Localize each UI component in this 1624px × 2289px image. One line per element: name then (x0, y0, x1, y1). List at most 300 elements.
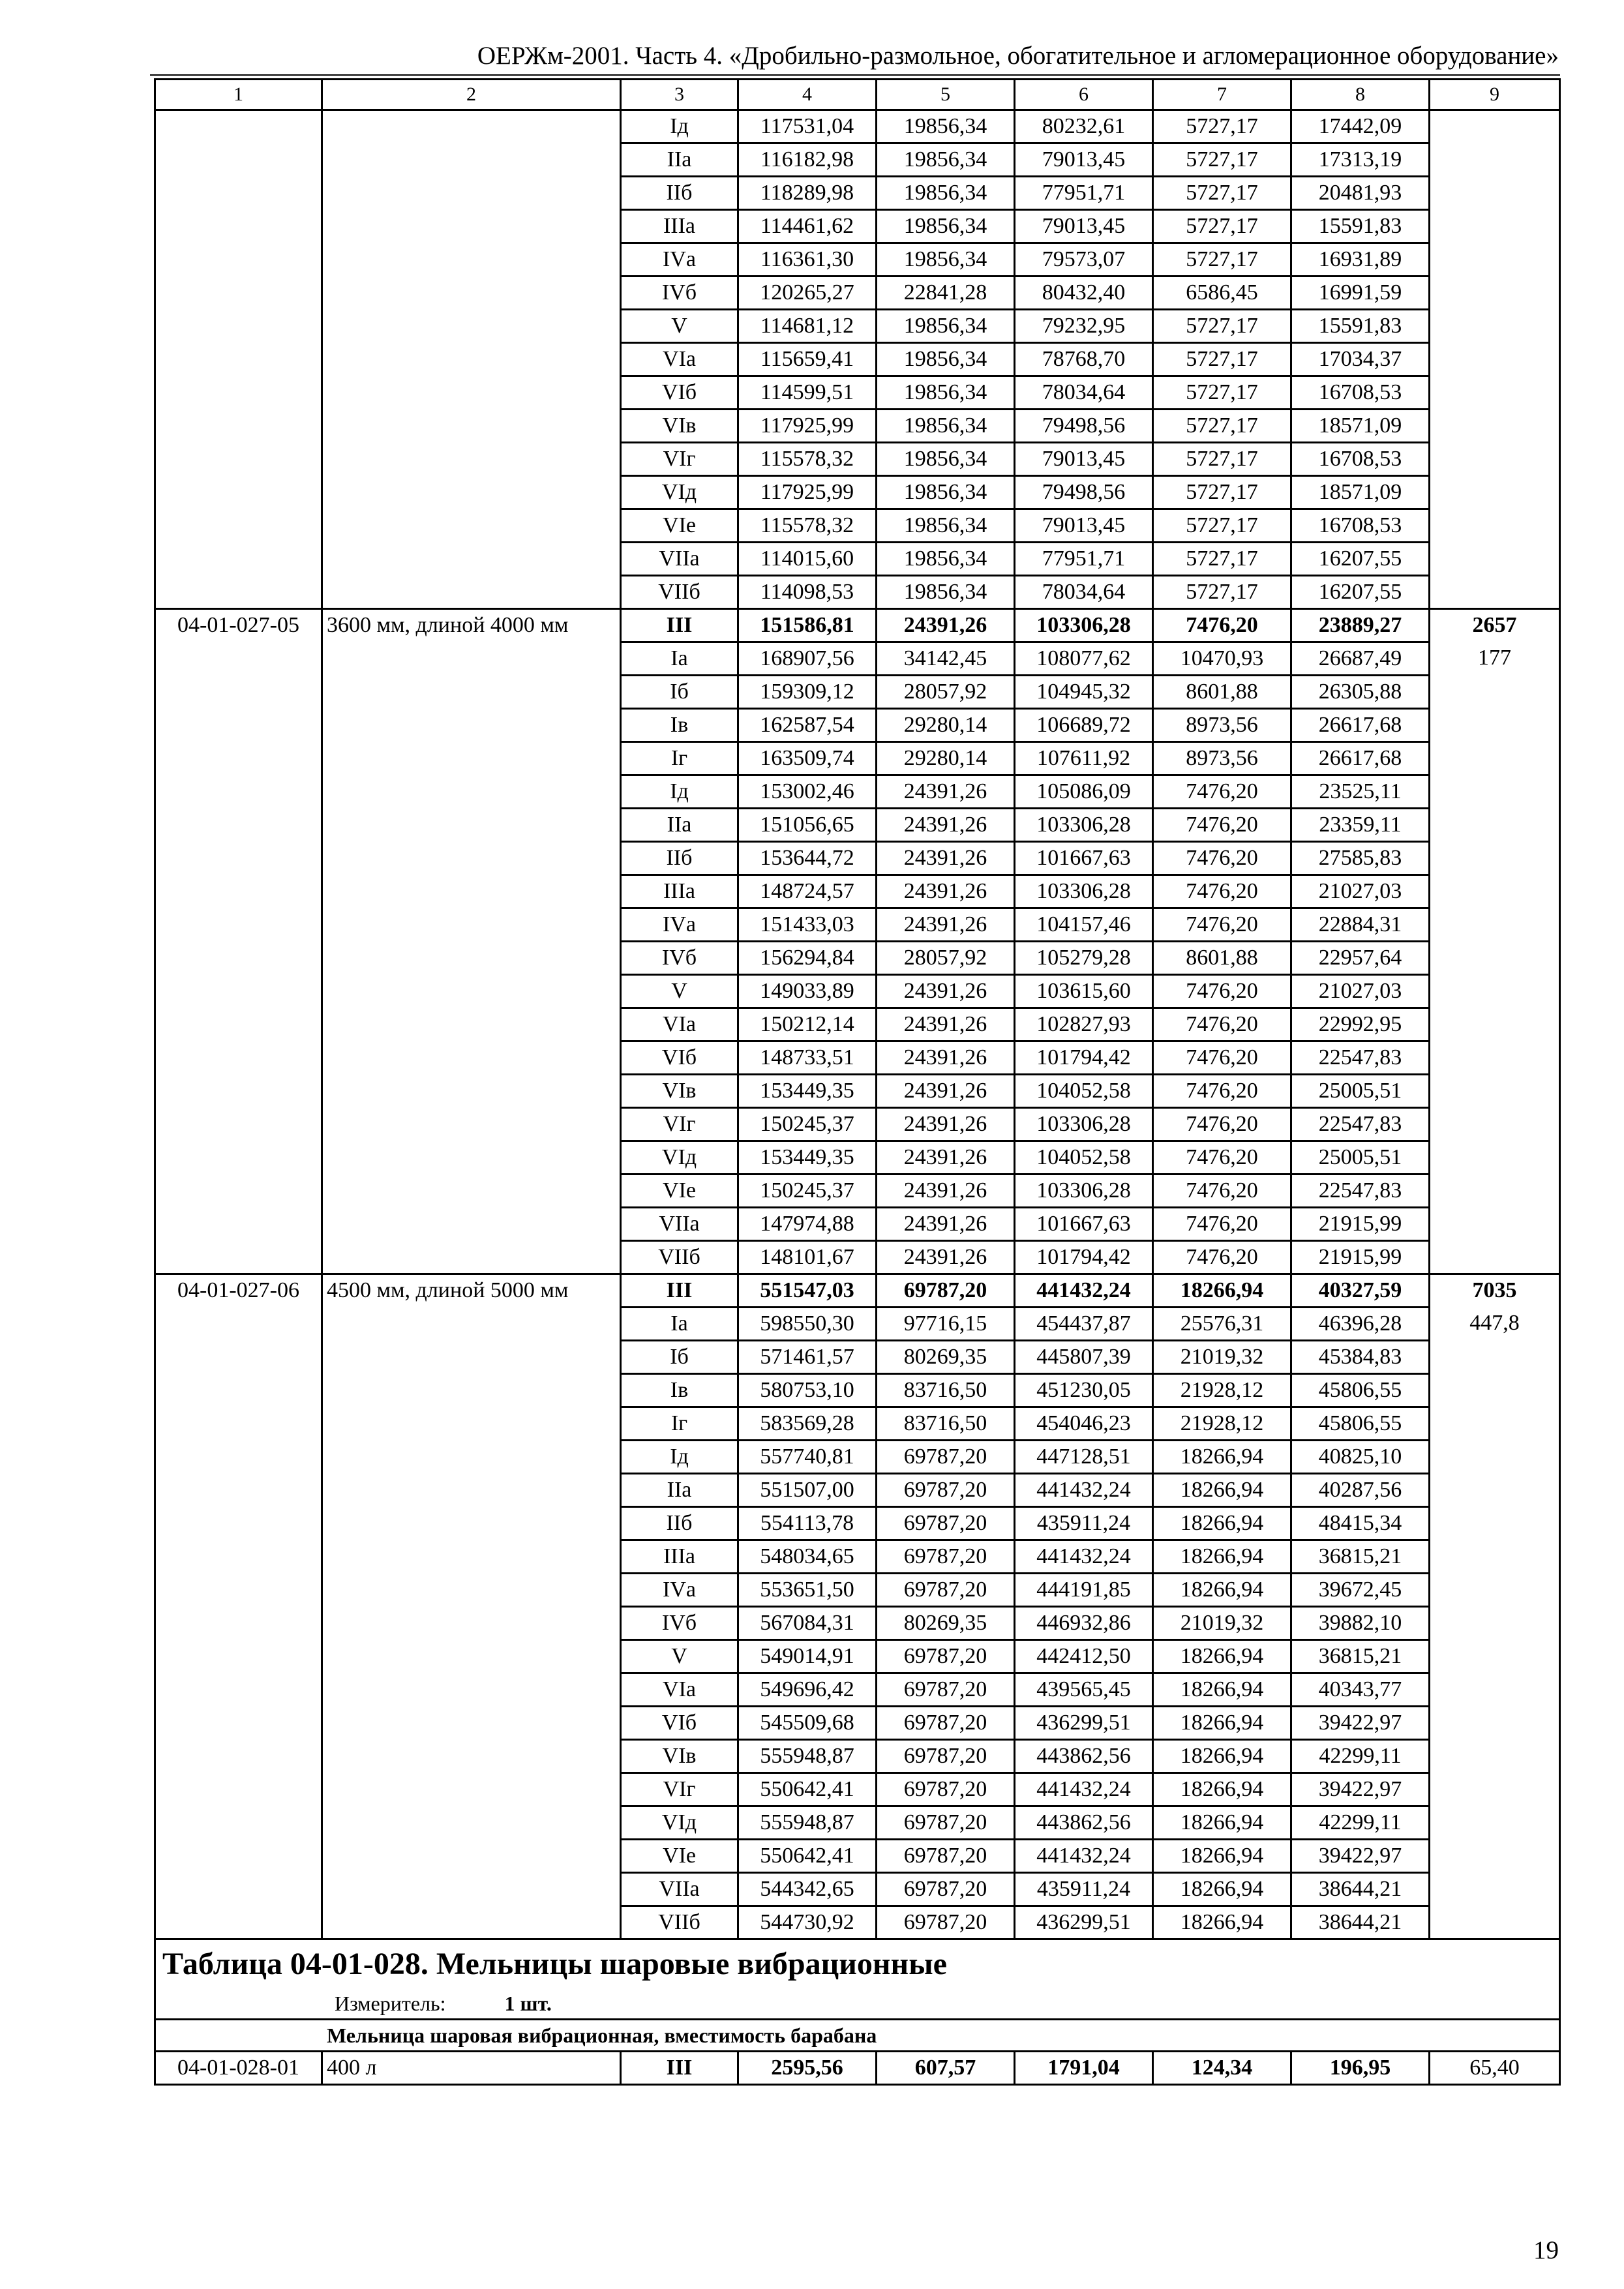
value-cell: 108077,62 (1015, 642, 1153, 676)
value-cell: 442412,50 (1015, 1640, 1153, 1673)
resource-code-cell (155, 908, 322, 942)
value-cell: 46396,28 (1291, 1308, 1430, 1341)
value-cell: 69787,20 (877, 1540, 1015, 1574)
value-cell: 444191,85 (1015, 1574, 1153, 1607)
price-table (154, 78, 1561, 2086)
resource-code-cell (155, 1208, 322, 1241)
value-cell: 80269,35 (877, 1607, 1015, 1640)
table-row (155, 1441, 1560, 1474)
value-cell: 106689,72 (1015, 709, 1153, 742)
resource-code-cell (155, 1075, 322, 1108)
zone-index-cell: VIа (621, 1673, 738, 1707)
resource-name-cell (322, 875, 621, 908)
value-cell: 19856,34 (877, 443, 1015, 476)
resource-name-cell (322, 642, 621, 676)
table-row (155, 1208, 1560, 1241)
zone-index-cell: Iа (621, 642, 738, 676)
value-cell: 550642,41 (738, 1773, 877, 1806)
zone-index-cell: VIб (621, 376, 738, 410)
zone-index-cell: III (621, 2052, 738, 2085)
resource-name-cell (322, 1174, 621, 1208)
value-cell: 114098,53 (738, 576, 877, 609)
resource-code-cell (155, 1574, 322, 1607)
value-cell: 34142,45 (877, 642, 1015, 676)
value-cell: 441432,24 (1015, 1773, 1153, 1806)
weight-cell (1430, 809, 1560, 842)
value-cell: 5727,17 (1153, 509, 1291, 543)
value-cell: 7476,20 (1153, 1041, 1291, 1075)
value-cell: 18266,94 (1153, 1773, 1291, 1806)
resource-name-cell (322, 709, 621, 742)
value-cell: 5727,17 (1153, 177, 1291, 210)
zone-index-cell: IIIа (621, 210, 738, 243)
value-cell: 548034,65 (738, 1540, 877, 1574)
resource-code-cell (155, 1507, 322, 1540)
value-cell: 7476,20 (1153, 609, 1291, 642)
value-cell: 8973,56 (1153, 742, 1291, 775)
zone-index-cell: VIIб (621, 1906, 738, 1939)
resource-code-cell: 04-01-028-01 (155, 2052, 322, 2085)
value-cell: 24391,26 (877, 1141, 1015, 1174)
value-cell: 15591,83 (1291, 210, 1430, 243)
weight-cell (1430, 343, 1560, 376)
value-cell: 153449,35 (738, 1075, 877, 1108)
column-number-cell: 7 (1153, 80, 1291, 110)
table-row (155, 1574, 1560, 1607)
column-number-row (155, 80, 1560, 110)
resource-code-cell (155, 310, 322, 343)
zone-index-cell: VIIб (621, 1241, 738, 1274)
value-cell: 124,34 (1153, 2052, 1291, 2085)
value-cell: 159309,12 (738, 676, 877, 709)
weight-cell: 177 (1430, 642, 1560, 676)
resource-code-cell (155, 875, 322, 908)
value-cell: 163509,74 (738, 742, 877, 775)
value-cell: 153002,46 (738, 775, 877, 809)
table-row (155, 1141, 1560, 1174)
value-cell: 148733,51 (738, 1041, 877, 1075)
value-cell: 7476,20 (1153, 875, 1291, 908)
value-cell: 7476,20 (1153, 975, 1291, 1008)
value-cell: 25005,51 (1291, 1141, 1430, 1174)
resource-name-cell: 4500 мм, длиной 5000 мм (322, 1274, 621, 1308)
value-cell: 69787,20 (877, 1773, 1015, 1806)
value-cell: 18571,09 (1291, 476, 1430, 509)
value-cell: 79232,95 (1015, 310, 1153, 343)
resource-name-cell (322, 1707, 621, 1740)
weight-cell (1430, 576, 1560, 609)
zone-index-cell: Iб (621, 1341, 738, 1374)
value-cell: 77951,71 (1015, 177, 1153, 210)
value-cell: 7476,20 (1153, 775, 1291, 809)
zone-index-cell: IIб (621, 1507, 738, 1540)
unit-line (160, 1988, 1555, 2018)
value-cell: 23889,27 (1291, 609, 1430, 642)
weight-cell: 447,8 (1430, 1308, 1560, 1341)
value-cell: 24391,26 (877, 975, 1015, 1008)
table-row (155, 1707, 1560, 1740)
resource-name-cell (322, 243, 621, 277)
resource-code-cell (155, 576, 322, 609)
value-cell: 18571,09 (1291, 410, 1430, 443)
zone-index-cell: Iв (621, 709, 738, 742)
value-cell: 25576,31 (1153, 1308, 1291, 1341)
zone-index-cell: VIд (621, 1806, 738, 1840)
value-cell: 19856,34 (877, 310, 1015, 343)
section-subtitle: Мельница шаровая вибрационная, вместимость барабана (156, 2018, 1559, 2050)
weight-cell (1430, 1540, 1560, 1574)
value-cell: 25005,51 (1291, 1075, 1430, 1108)
value-cell: 77951,71 (1015, 543, 1153, 576)
table-row (155, 443, 1560, 476)
resource-name-cell (322, 1540, 621, 1574)
value-cell: 19856,34 (877, 210, 1015, 243)
zone-index-cell: VIIа (621, 1208, 738, 1241)
value-cell: 22957,64 (1291, 942, 1430, 975)
value-cell: 69787,20 (877, 1840, 1015, 1873)
value-cell: 103306,28 (1015, 875, 1153, 908)
value-cell: 102827,93 (1015, 1008, 1153, 1041)
resource-code-cell (155, 1840, 322, 1873)
resource-code-cell (155, 842, 322, 875)
weight-cell (1430, 1441, 1560, 1474)
value-cell: 151056,65 (738, 809, 877, 842)
resource-code-cell (155, 1607, 322, 1640)
value-cell: 40343,77 (1291, 1673, 1430, 1707)
zone-index-cell: VIа (621, 1008, 738, 1041)
resource-name-cell (322, 110, 621, 143)
value-cell: 19856,34 (877, 110, 1015, 143)
value-cell: 69787,20 (877, 1806, 1015, 1840)
value-cell: 555948,87 (738, 1806, 877, 1840)
value-cell: 545509,68 (738, 1707, 877, 1740)
table-row (155, 775, 1560, 809)
value-cell: 445807,39 (1015, 1341, 1153, 1374)
weight-cell (1430, 1873, 1560, 1906)
column-number-cell: 9 (1430, 80, 1560, 110)
zone-index-cell: VIд (621, 1141, 738, 1174)
value-cell: 38644,21 (1291, 1873, 1430, 1906)
weight-cell (1430, 1640, 1560, 1673)
value-cell: 550642,41 (738, 1840, 877, 1873)
value-cell: 21019,32 (1153, 1341, 1291, 1374)
zone-index-cell: III (621, 609, 738, 642)
value-cell: 69787,20 (877, 1274, 1015, 1308)
value-cell: 69787,20 (877, 1574, 1015, 1607)
resource-name-cell (322, 1640, 621, 1673)
value-cell: 168907,56 (738, 642, 877, 676)
value-cell: 40287,56 (1291, 1474, 1430, 1507)
value-cell: 36815,21 (1291, 1640, 1430, 1673)
resource-name-cell (322, 576, 621, 609)
value-cell: 19856,34 (877, 376, 1015, 410)
weight-cell (1430, 908, 1560, 942)
resource-name-cell (322, 942, 621, 975)
resource-code-cell (155, 1407, 322, 1441)
value-cell: 24391,26 (877, 908, 1015, 942)
zone-index-cell: IIа (621, 143, 738, 177)
resource-name-cell (322, 975, 621, 1008)
value-cell: 22841,28 (877, 277, 1015, 310)
table-row (155, 210, 1560, 243)
value-cell: 5727,17 (1153, 343, 1291, 376)
value-cell: 544342,65 (738, 1873, 877, 1906)
value-cell: 441432,24 (1015, 1840, 1153, 1873)
value-cell: 42299,11 (1291, 1740, 1430, 1773)
zone-index-cell: IIб (621, 842, 738, 875)
weight-cell (1430, 543, 1560, 576)
zone-index-cell: VIа (621, 343, 738, 376)
value-cell: 18266,94 (1153, 1507, 1291, 1540)
value-cell: 18266,94 (1153, 1441, 1291, 1474)
value-cell: 151433,03 (738, 908, 877, 942)
value-cell: 5727,17 (1153, 110, 1291, 143)
value-cell: 557740,81 (738, 1441, 877, 1474)
resource-code-cell (155, 210, 322, 243)
value-cell: 17442,09 (1291, 110, 1430, 143)
resource-code-cell (155, 1873, 322, 1906)
resource-name-cell (322, 1241, 621, 1274)
resource-name-cell (322, 277, 621, 310)
value-cell: 571461,57 (738, 1341, 877, 1374)
resource-name-cell (322, 143, 621, 177)
zone-index-cell: VIе (621, 509, 738, 543)
column-number-cell: 8 (1291, 80, 1430, 110)
table-row (155, 143, 1560, 177)
value-cell: 103306,28 (1015, 1174, 1153, 1208)
value-cell: 5727,17 (1153, 143, 1291, 177)
value-cell: 18266,94 (1153, 1474, 1291, 1507)
value-cell: 16207,55 (1291, 543, 1430, 576)
header-rule (150, 74, 1560, 76)
value-cell: 17034,37 (1291, 343, 1430, 376)
resource-name-cell (322, 1607, 621, 1640)
zone-index-cell: VIIб (621, 576, 738, 609)
value-cell: 114461,62 (738, 210, 877, 243)
column-number-cell: 3 (621, 80, 738, 110)
value-cell: 24391,26 (877, 842, 1015, 875)
resource-code-cell (155, 1341, 322, 1374)
resource-name-cell (322, 1008, 621, 1041)
weight-cell: 2657 (1430, 609, 1560, 642)
value-cell: 7476,20 (1153, 842, 1291, 875)
resource-name-cell (322, 1740, 621, 1773)
value-cell: 7476,20 (1153, 1141, 1291, 1174)
value-cell: 441432,24 (1015, 1540, 1153, 1574)
value-cell: 19856,34 (877, 476, 1015, 509)
value-cell: 103306,28 (1015, 1108, 1153, 1141)
value-cell: 153644,72 (738, 842, 877, 875)
weight-cell (1430, 875, 1560, 908)
value-cell: 8973,56 (1153, 709, 1291, 742)
zone-index-cell: VIг (621, 443, 738, 476)
resource-code-cell (155, 1174, 322, 1208)
value-cell: 162587,54 (738, 709, 877, 742)
value-cell: 19856,34 (877, 509, 1015, 543)
resource-name-cell (322, 509, 621, 543)
resource-name-cell (322, 1208, 621, 1241)
value-cell: 22884,31 (1291, 908, 1430, 942)
table-row (155, 110, 1560, 143)
resource-code-cell (155, 1441, 322, 1474)
weight-cell (1430, 942, 1560, 975)
value-cell: 115578,32 (738, 509, 877, 543)
table-row (155, 310, 1560, 343)
resource-name-cell (322, 1374, 621, 1407)
weight-cell (1430, 177, 1560, 210)
value-cell: 8601,88 (1153, 942, 1291, 975)
value-cell: 435911,24 (1015, 1873, 1153, 1906)
value-cell: 104052,58 (1015, 1075, 1153, 1108)
weight-cell (1430, 1407, 1560, 1441)
value-cell: 69787,20 (877, 1873, 1015, 1906)
weight-cell (1430, 1241, 1560, 1274)
resource-code-cell (155, 742, 322, 775)
value-cell: 26687,49 (1291, 642, 1430, 676)
value-cell: 114015,60 (738, 543, 877, 576)
weight-cell (1430, 443, 1560, 476)
resource-name-cell: 400 л (322, 2052, 621, 2085)
zone-index-cell: Iд (621, 110, 738, 143)
resource-name-cell (322, 842, 621, 875)
resource-code-cell: 04-01-027-05 (155, 609, 322, 642)
zone-index-cell: Iд (621, 1441, 738, 1474)
resource-name-cell (322, 1873, 621, 1906)
resource-code-cell (155, 1673, 322, 1707)
table-row (155, 343, 1560, 376)
resource-name-cell (322, 1773, 621, 1806)
resource-code-cell (155, 143, 322, 177)
weight-cell (1430, 1906, 1560, 1939)
zone-index-cell: IIIа (621, 875, 738, 908)
resource-code-cell (155, 1806, 322, 1840)
value-cell: 553651,50 (738, 1574, 877, 1607)
zone-index-cell: VIд (621, 476, 738, 509)
value-cell: 443862,56 (1015, 1740, 1153, 1773)
value-cell: 15591,83 (1291, 310, 1430, 343)
table-row (155, 1840, 1560, 1873)
value-cell: 5727,17 (1153, 310, 1291, 343)
table-row (155, 1673, 1560, 1707)
resource-name-cell (322, 343, 621, 376)
weight-cell (1430, 1574, 1560, 1607)
zone-index-cell: VIIа (621, 543, 738, 576)
weight-cell (1430, 1773, 1560, 1806)
weight-cell (1430, 842, 1560, 875)
resource-code-cell (155, 942, 322, 975)
value-cell: 150212,14 (738, 1008, 877, 1041)
value-cell: 436299,51 (1015, 1906, 1153, 1939)
resource-name-cell (322, 443, 621, 476)
value-cell: 107611,92 (1015, 742, 1153, 775)
table-row (155, 1474, 1560, 1507)
column-number-cell: 1 (155, 80, 322, 110)
value-cell: 45806,55 (1291, 1407, 1430, 1441)
value-cell: 16991,59 (1291, 277, 1430, 310)
value-cell: 40825,10 (1291, 1441, 1430, 1474)
weight-cell (1430, 1041, 1560, 1075)
value-cell: 544730,92 (738, 1906, 877, 1939)
weight-cell (1430, 1141, 1560, 1174)
value-cell: 5727,17 (1153, 376, 1291, 410)
weight-cell (1430, 476, 1560, 509)
value-cell: 8601,88 (1153, 676, 1291, 709)
zone-index-cell: VIб (621, 1707, 738, 1740)
weight-cell (1430, 1208, 1560, 1241)
value-cell: 69787,20 (877, 1507, 1015, 1540)
value-cell: 79013,45 (1015, 443, 1153, 476)
value-cell: 549014,91 (738, 1640, 877, 1673)
resource-code-cell (155, 410, 322, 443)
resource-name-cell (322, 310, 621, 343)
resource-code-cell (155, 1707, 322, 1740)
value-cell: 24391,26 (877, 1208, 1015, 1241)
zone-index-cell: VIе (621, 1174, 738, 1208)
table-row (155, 942, 1560, 975)
value-cell: 22547,83 (1291, 1174, 1430, 1208)
value-cell: 446932,86 (1015, 1607, 1153, 1640)
table-row (155, 609, 1560, 642)
value-cell: 583569,28 (738, 1407, 877, 1441)
value-cell: 116361,30 (738, 243, 877, 277)
value-cell: 24391,26 (877, 1241, 1015, 1274)
value-cell: 148101,67 (738, 1241, 877, 1274)
value-cell: 69787,20 (877, 1474, 1015, 1507)
resource-name-cell (322, 1906, 621, 1939)
value-cell: 549696,42 (738, 1673, 877, 1707)
value-cell: 18266,94 (1153, 1574, 1291, 1607)
resource-code-cell (155, 343, 322, 376)
value-cell: 83716,50 (877, 1407, 1015, 1441)
table-row (155, 842, 1560, 875)
zone-index-cell: VIб (621, 1041, 738, 1075)
value-cell: 40327,59 (1291, 1274, 1430, 1308)
value-cell: 18266,94 (1153, 1806, 1291, 1840)
value-cell: 105279,28 (1015, 942, 1153, 975)
resource-name-cell (322, 1673, 621, 1707)
resource-name-cell (322, 543, 621, 576)
resource-name-cell (322, 1407, 621, 1441)
value-cell: 24391,26 (877, 875, 1015, 908)
weight-cell (1430, 210, 1560, 243)
value-cell: 18266,94 (1153, 1640, 1291, 1673)
weight-cell (1430, 1374, 1560, 1407)
weight-cell (1430, 410, 1560, 443)
resource-code-cell (155, 509, 322, 543)
value-cell: 80232,61 (1015, 110, 1153, 143)
table-row (155, 1873, 1560, 1906)
value-cell: 18266,94 (1153, 1673, 1291, 1707)
value-cell: 116182,98 (738, 143, 877, 177)
value-cell: 454437,87 (1015, 1308, 1153, 1341)
resource-name-cell (322, 177, 621, 210)
value-cell: 196,95 (1291, 2052, 1430, 2085)
value-cell: 6586,45 (1153, 277, 1291, 310)
weight-cell (1430, 742, 1560, 775)
table-row (155, 1507, 1560, 1540)
value-cell: 69787,20 (877, 1640, 1015, 1673)
table-row (155, 1806, 1560, 1840)
value-cell: 147974,88 (738, 1208, 877, 1241)
value-cell: 97716,15 (877, 1308, 1015, 1341)
table-row (155, 1607, 1560, 1640)
value-cell: 5727,17 (1153, 210, 1291, 243)
value-cell: 447128,51 (1015, 1441, 1153, 1474)
table-row (155, 1640, 1560, 1673)
zone-index-cell: IVб (621, 277, 738, 310)
resource-code-cell (155, 1308, 322, 1341)
zone-index-cell: VIв (621, 410, 738, 443)
